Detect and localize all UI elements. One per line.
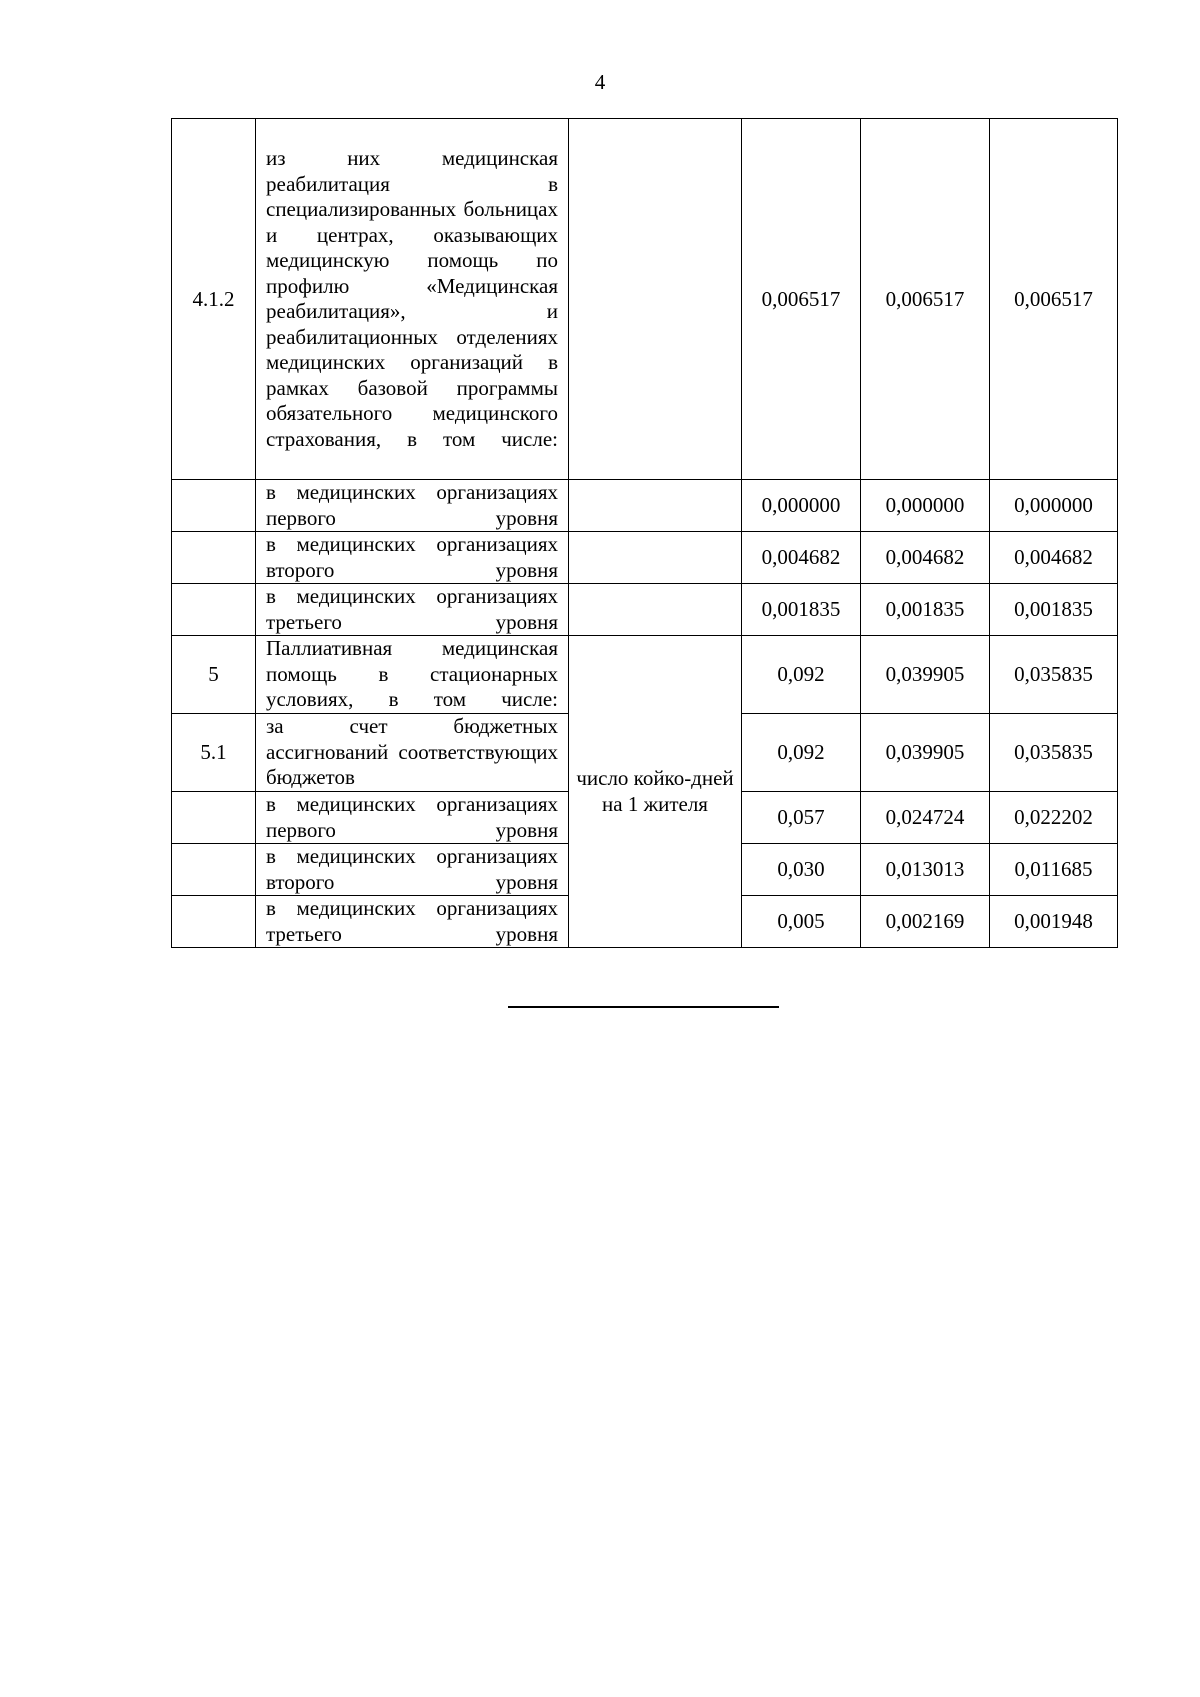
table-row	[172, 532, 1118, 584]
row-number	[172, 844, 256, 896]
value-cell: 0,001835	[990, 584, 1118, 636]
value-cell: 0,092	[742, 636, 861, 714]
value-cell: 0,000000	[990, 480, 1118, 532]
end-divider-line	[508, 1006, 779, 1008]
row-number	[172, 480, 256, 532]
unit-cell: число койко-дней на 1 жителя	[569, 636, 742, 948]
row-name: в медицинских организациях второго уровня	[256, 532, 569, 584]
value-cell: 0,030	[742, 844, 861, 896]
value-cell: 0,001835	[861, 584, 990, 636]
row-name: из них медицинская реабилитация в специализированных больницах и центрах, оказывающих медицинскую помощь по профилю «Медицинская реабилитация», и реабилитационных отделениях медицинских организаций в рамках базовой программы обязательного медицинского страхования, в том числе:	[256, 119, 569, 480]
row-number: 5.1	[172, 714, 256, 792]
value-cell: 0,039905	[861, 714, 990, 792]
row-name: Паллиативная медицинская помощь в стационарных условиях, в том числе:	[256, 636, 569, 714]
row-number	[172, 792, 256, 844]
value-cell: 0,092	[742, 714, 861, 792]
norms-table	[171, 118, 1118, 948]
table-row	[172, 480, 1118, 532]
table-row	[172, 119, 1118, 480]
value-cell: 0,001948	[990, 896, 1118, 948]
value-cell: 0,005	[742, 896, 861, 948]
unit-cell-empty	[569, 584, 742, 636]
value-cell: 0,039905	[861, 636, 990, 714]
value-cell: 0,002169	[861, 896, 990, 948]
row-number: 5	[172, 636, 256, 714]
page-number: 4	[594, 70, 606, 94]
value-cell: 0,004682	[990, 532, 1118, 584]
row-number	[172, 532, 256, 584]
table-row	[172, 636, 1118, 714]
value-cell: 0,035835	[990, 714, 1118, 792]
row-name: за счет бюджетных ассигнований соответствующих бюджетов	[256, 714, 569, 792]
value-cell: 0,006517	[861, 119, 990, 480]
value-cell: 0,006517	[990, 119, 1118, 480]
table-row	[172, 584, 1118, 636]
value-cell: 0,004682	[742, 532, 861, 584]
row-name: в медицинских организациях третьего уровня	[256, 584, 569, 636]
row-number: 4.1.2	[172, 119, 256, 480]
row-name: в медицинских организациях второго уровня	[256, 844, 569, 896]
value-cell: 0,004682	[861, 532, 990, 584]
row-number	[172, 896, 256, 948]
unit-cell-empty	[569, 480, 742, 532]
value-cell: 0,001835	[742, 584, 861, 636]
value-cell: 0,000000	[861, 480, 990, 532]
row-name: в медицинских организациях первого уровня	[256, 792, 569, 844]
value-cell: 0,011685	[990, 844, 1118, 896]
value-cell: 0,006517	[742, 119, 861, 480]
value-cell: 0,000000	[742, 480, 861, 532]
value-cell: 0,022202	[990, 792, 1118, 844]
value-cell: 0,035835	[990, 636, 1118, 714]
value-cell: 0,057	[742, 792, 861, 844]
value-cell: 0,024724	[861, 792, 990, 844]
unit-cell-empty	[569, 119, 742, 480]
unit-cell-empty	[569, 532, 742, 584]
row-name: в медицинских организациях третьего уровня	[256, 896, 569, 948]
row-number	[172, 584, 256, 636]
value-cell: 0,013013	[861, 844, 990, 896]
row-name: в медицинских организациях первого уровня	[256, 480, 569, 532]
